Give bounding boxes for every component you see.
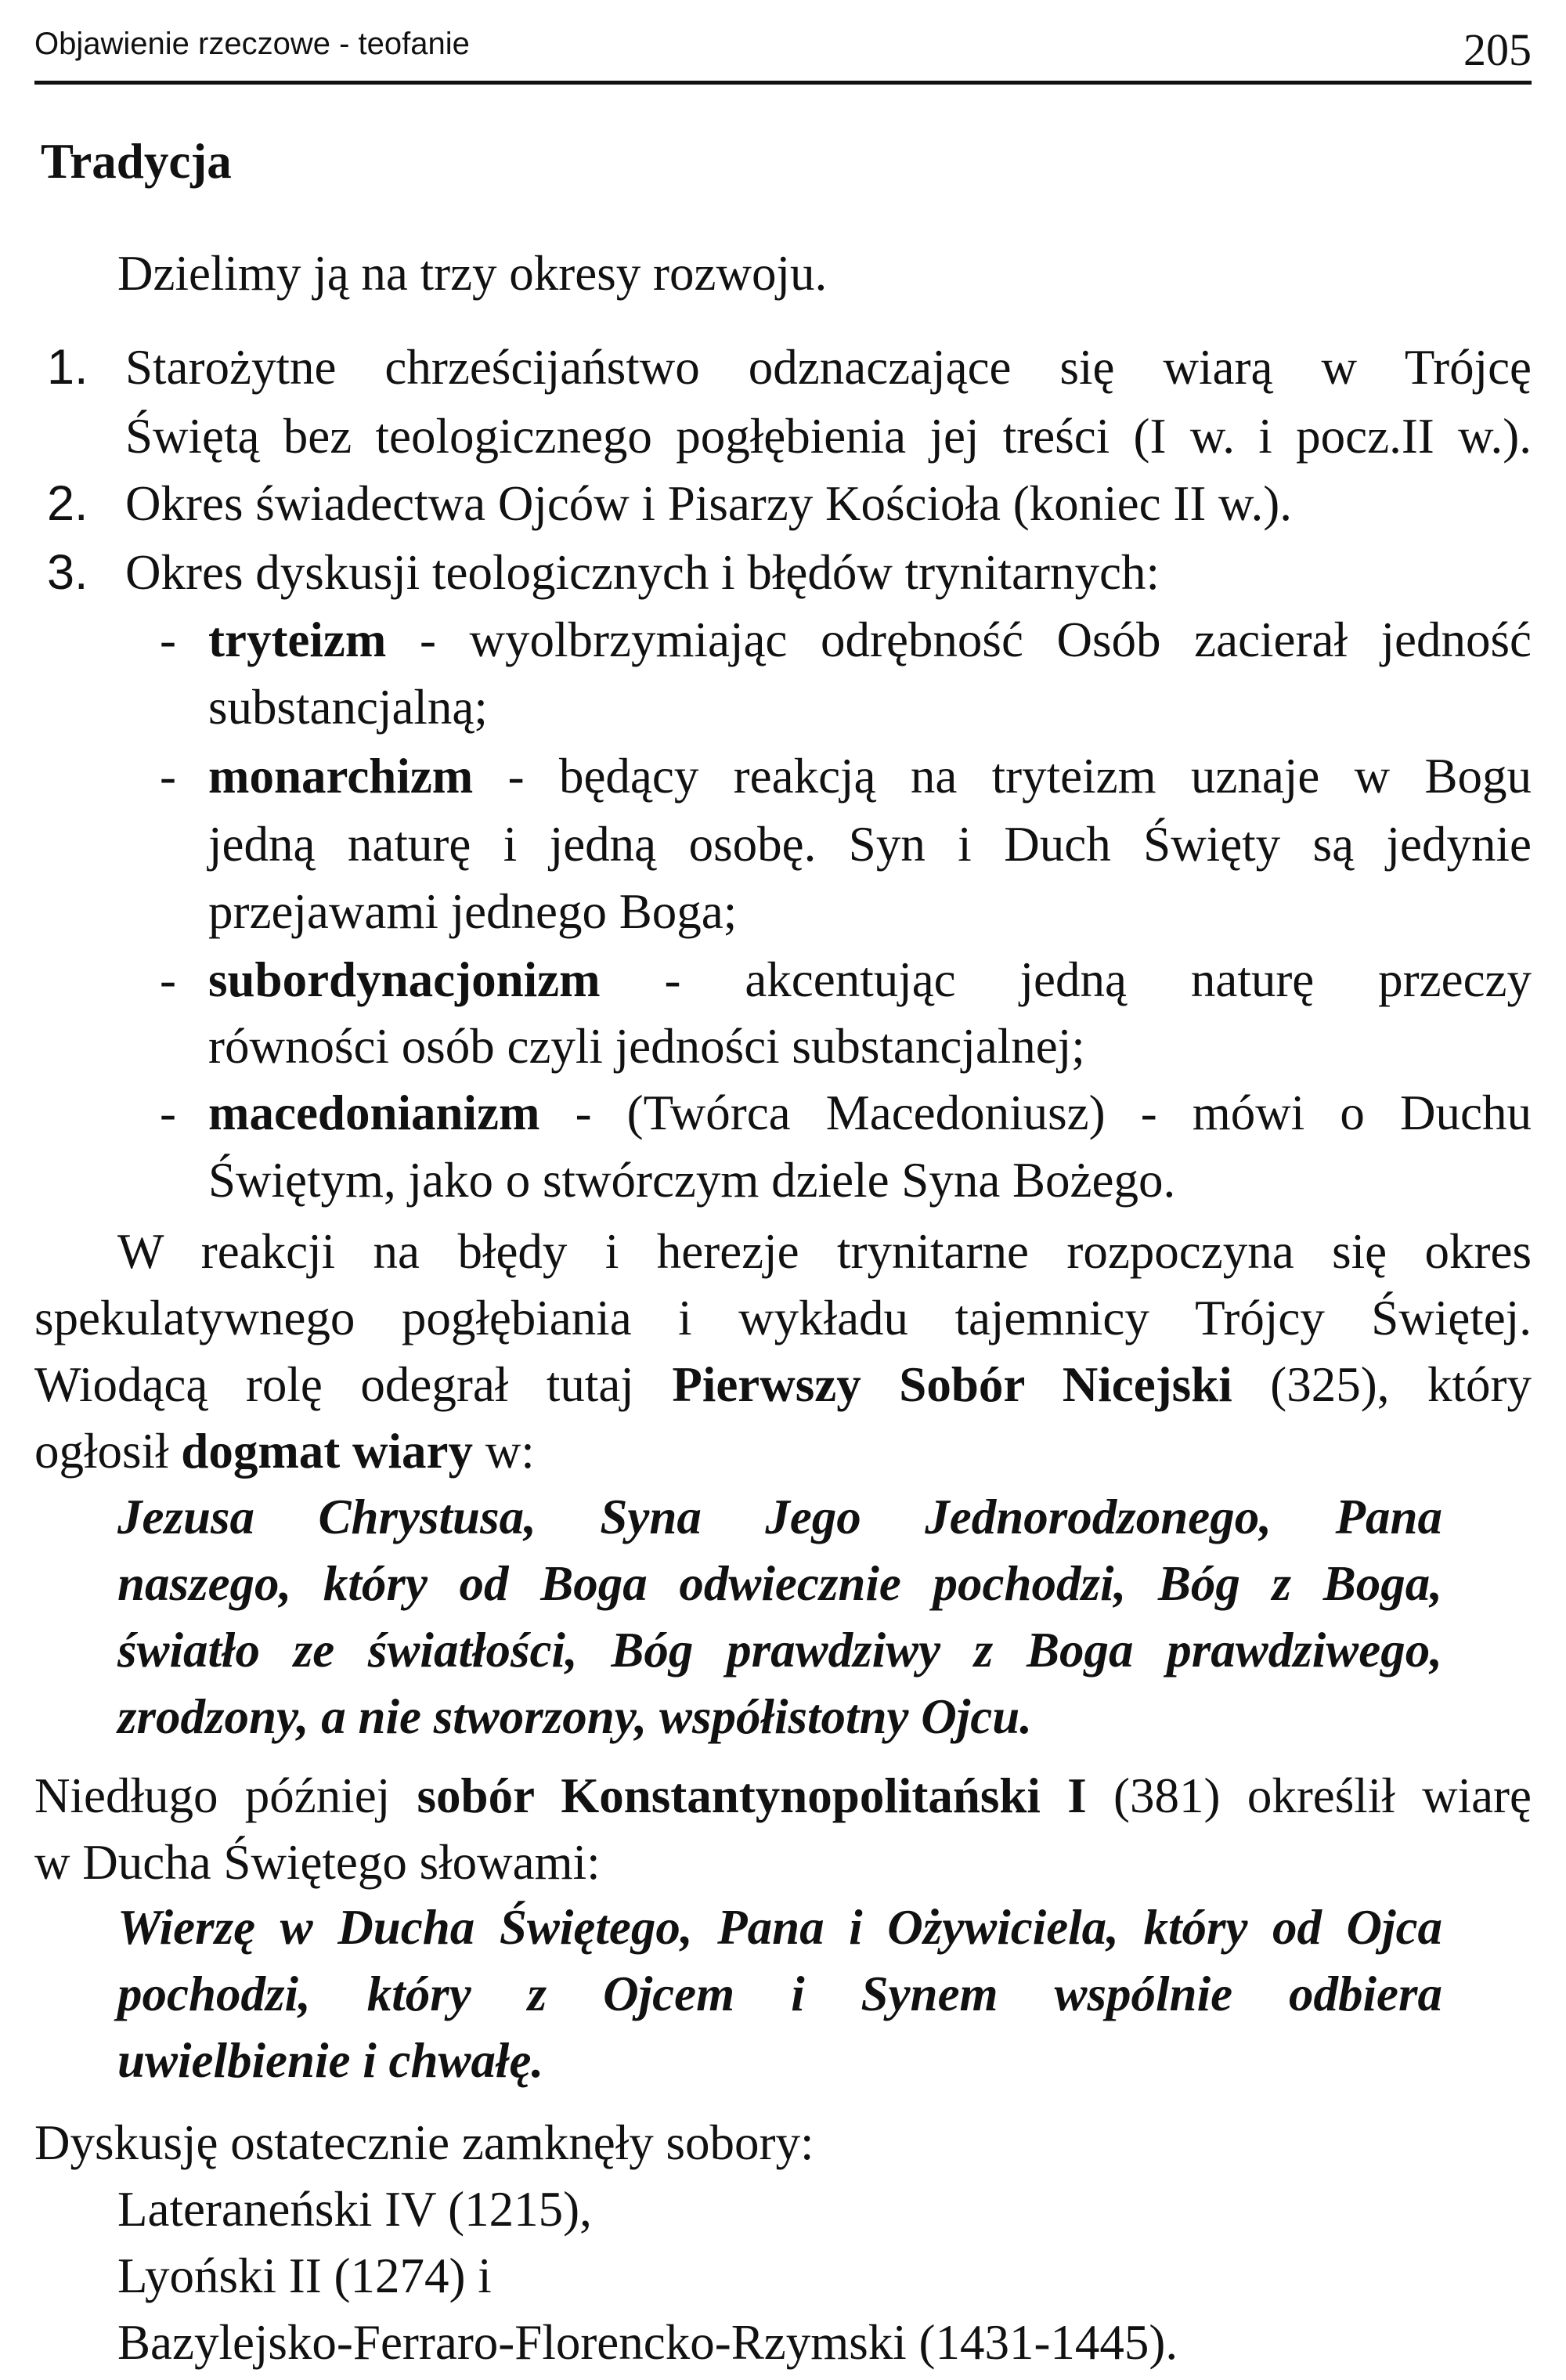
paragraph-text: w: xyxy=(473,1424,535,1479)
paragraph-text: Niedługo później xyxy=(34,1768,417,1823)
error-description: jedną naturę i jedną osobę. Syn i Duch Święty są jedynie xyxy=(208,817,1532,872)
creed-quote-line: Jezusa Chrystusa, Syna Jego Jednorodzonego, Pana xyxy=(117,1490,1442,1544)
council-list-item: Bazylejsko-Ferraro-Florencko-Rzymski (1431-1445). xyxy=(117,2315,1178,2370)
creed-quote-line: światło ze światłości, Bóg prawdziwy z Boga prawdziwego, xyxy=(117,1623,1442,1678)
period-text: Starożytne chrześcijaństwo odznaczające się wiarą w Trójcę xyxy=(125,340,1532,395)
error-description: Świętym, jako o stwórczym dziele Syna Bożego. xyxy=(208,1153,1176,1208)
section-intro: Dzielimy ją na trzy okresy rozwoju. xyxy=(117,246,828,301)
paragraph-line xyxy=(34,1424,535,1479)
paragraph-text: (381) określił wiarę xyxy=(1086,1768,1532,1823)
paragraph-line: W reakcji na błędy i herezje trynitarne rozpoczyna się okres xyxy=(117,1224,1532,1279)
creed-quote-line: uwielbienie i chwałę. xyxy=(117,2033,544,2088)
period-text: Świętą bez teologicznego pogłębienia jej treści (I w. i pocz.II w.). xyxy=(125,409,1532,464)
list-dash: - xyxy=(160,952,176,1007)
paragraph-line xyxy=(34,1357,1532,1412)
period-number: 3. xyxy=(47,545,88,600)
paragraph-line: w Ducha Świętego słowami: xyxy=(34,1835,601,1890)
paragraph-text: (325), który xyxy=(1232,1357,1532,1412)
error-term: tryteizm xyxy=(208,612,387,667)
error-term: subordynacjonizm xyxy=(208,952,601,1007)
list-dash: - xyxy=(160,612,176,667)
council-name: sobór Konstantynopolitański I xyxy=(417,1768,1087,1823)
creed-quote-line: Wierzę w Ducha Świętego, Pana i Ożywiciela, który od Ojca xyxy=(117,1900,1442,1955)
paragraph-text: Wiodącą rolę odegrał tutaj xyxy=(34,1357,673,1412)
period-text: Okres dyskusji teologicznych i błędów trynitarnych: xyxy=(125,545,1160,600)
error-term: monarchizm xyxy=(208,749,474,804)
creed-quote-line: zrodzony, a nie stworzony, współistotny Ojcu. xyxy=(117,1689,1033,1744)
creed-quote-line: pochodzi, który z Ojcem i Synem wspólnie odbiera xyxy=(117,1966,1442,2021)
error-description: równości osób czyli jedności substancjalnej; xyxy=(208,1019,1085,1074)
running-header: Objawienie rzeczowe - teofanie xyxy=(34,27,470,61)
error-item xyxy=(208,1085,1532,1140)
dogma-term: dogmat wiary xyxy=(181,1424,473,1479)
section-title: Tradycja xyxy=(41,134,232,189)
period-number: 1. xyxy=(47,340,88,395)
list-dash: - xyxy=(160,1085,176,1140)
list-dash: - xyxy=(160,749,176,804)
creed-quote-line: naszego, który od Boga odwiecznie pochodzi, Bóg z Boga, xyxy=(117,1556,1442,1611)
page-number: 205 xyxy=(1463,24,1532,75)
council-list-item: Lateraneński IV (1215), xyxy=(117,2182,592,2237)
error-description: - będący reakcją na tryteizm uznaje w Bogu xyxy=(473,749,1532,804)
council-name: Pierwszy Sobór Nicejski xyxy=(672,1357,1232,1412)
period-number: 2. xyxy=(47,476,88,531)
paragraph-line: Dyskusję ostatecznie zamknęły sobory: xyxy=(34,2115,814,2170)
paragraph-line xyxy=(34,1768,1532,1823)
error-description: - (Twórca Macedoniusz) - mówi o Duchu xyxy=(539,1085,1532,1140)
error-description: przejawami jednego Boga; xyxy=(208,884,738,939)
error-description: - akcentując jedną naturę przeczy xyxy=(600,952,1532,1007)
error-item xyxy=(208,612,1532,667)
error-item xyxy=(208,952,1532,1007)
error-item xyxy=(208,749,1532,804)
error-description: - wyolbrzymiając odrębność Osób zacierał jedność xyxy=(386,612,1532,667)
period-text: Okres świadectwa Ojców i Pisarzy Kościoła (koniec II w.). xyxy=(125,476,1292,531)
paragraph-text: ogłosił xyxy=(34,1424,182,1479)
council-list-item: Lyoński II (1274) i xyxy=(117,2248,492,2303)
error-term: macedonianizm xyxy=(208,1085,540,1140)
error-description: substancjalną; xyxy=(208,680,488,735)
header-rule xyxy=(34,81,1532,85)
paragraph-line: spekulatywnego pogłębiania i wykładu tajemnicy Trójcy Świętej. xyxy=(34,1291,1532,1345)
